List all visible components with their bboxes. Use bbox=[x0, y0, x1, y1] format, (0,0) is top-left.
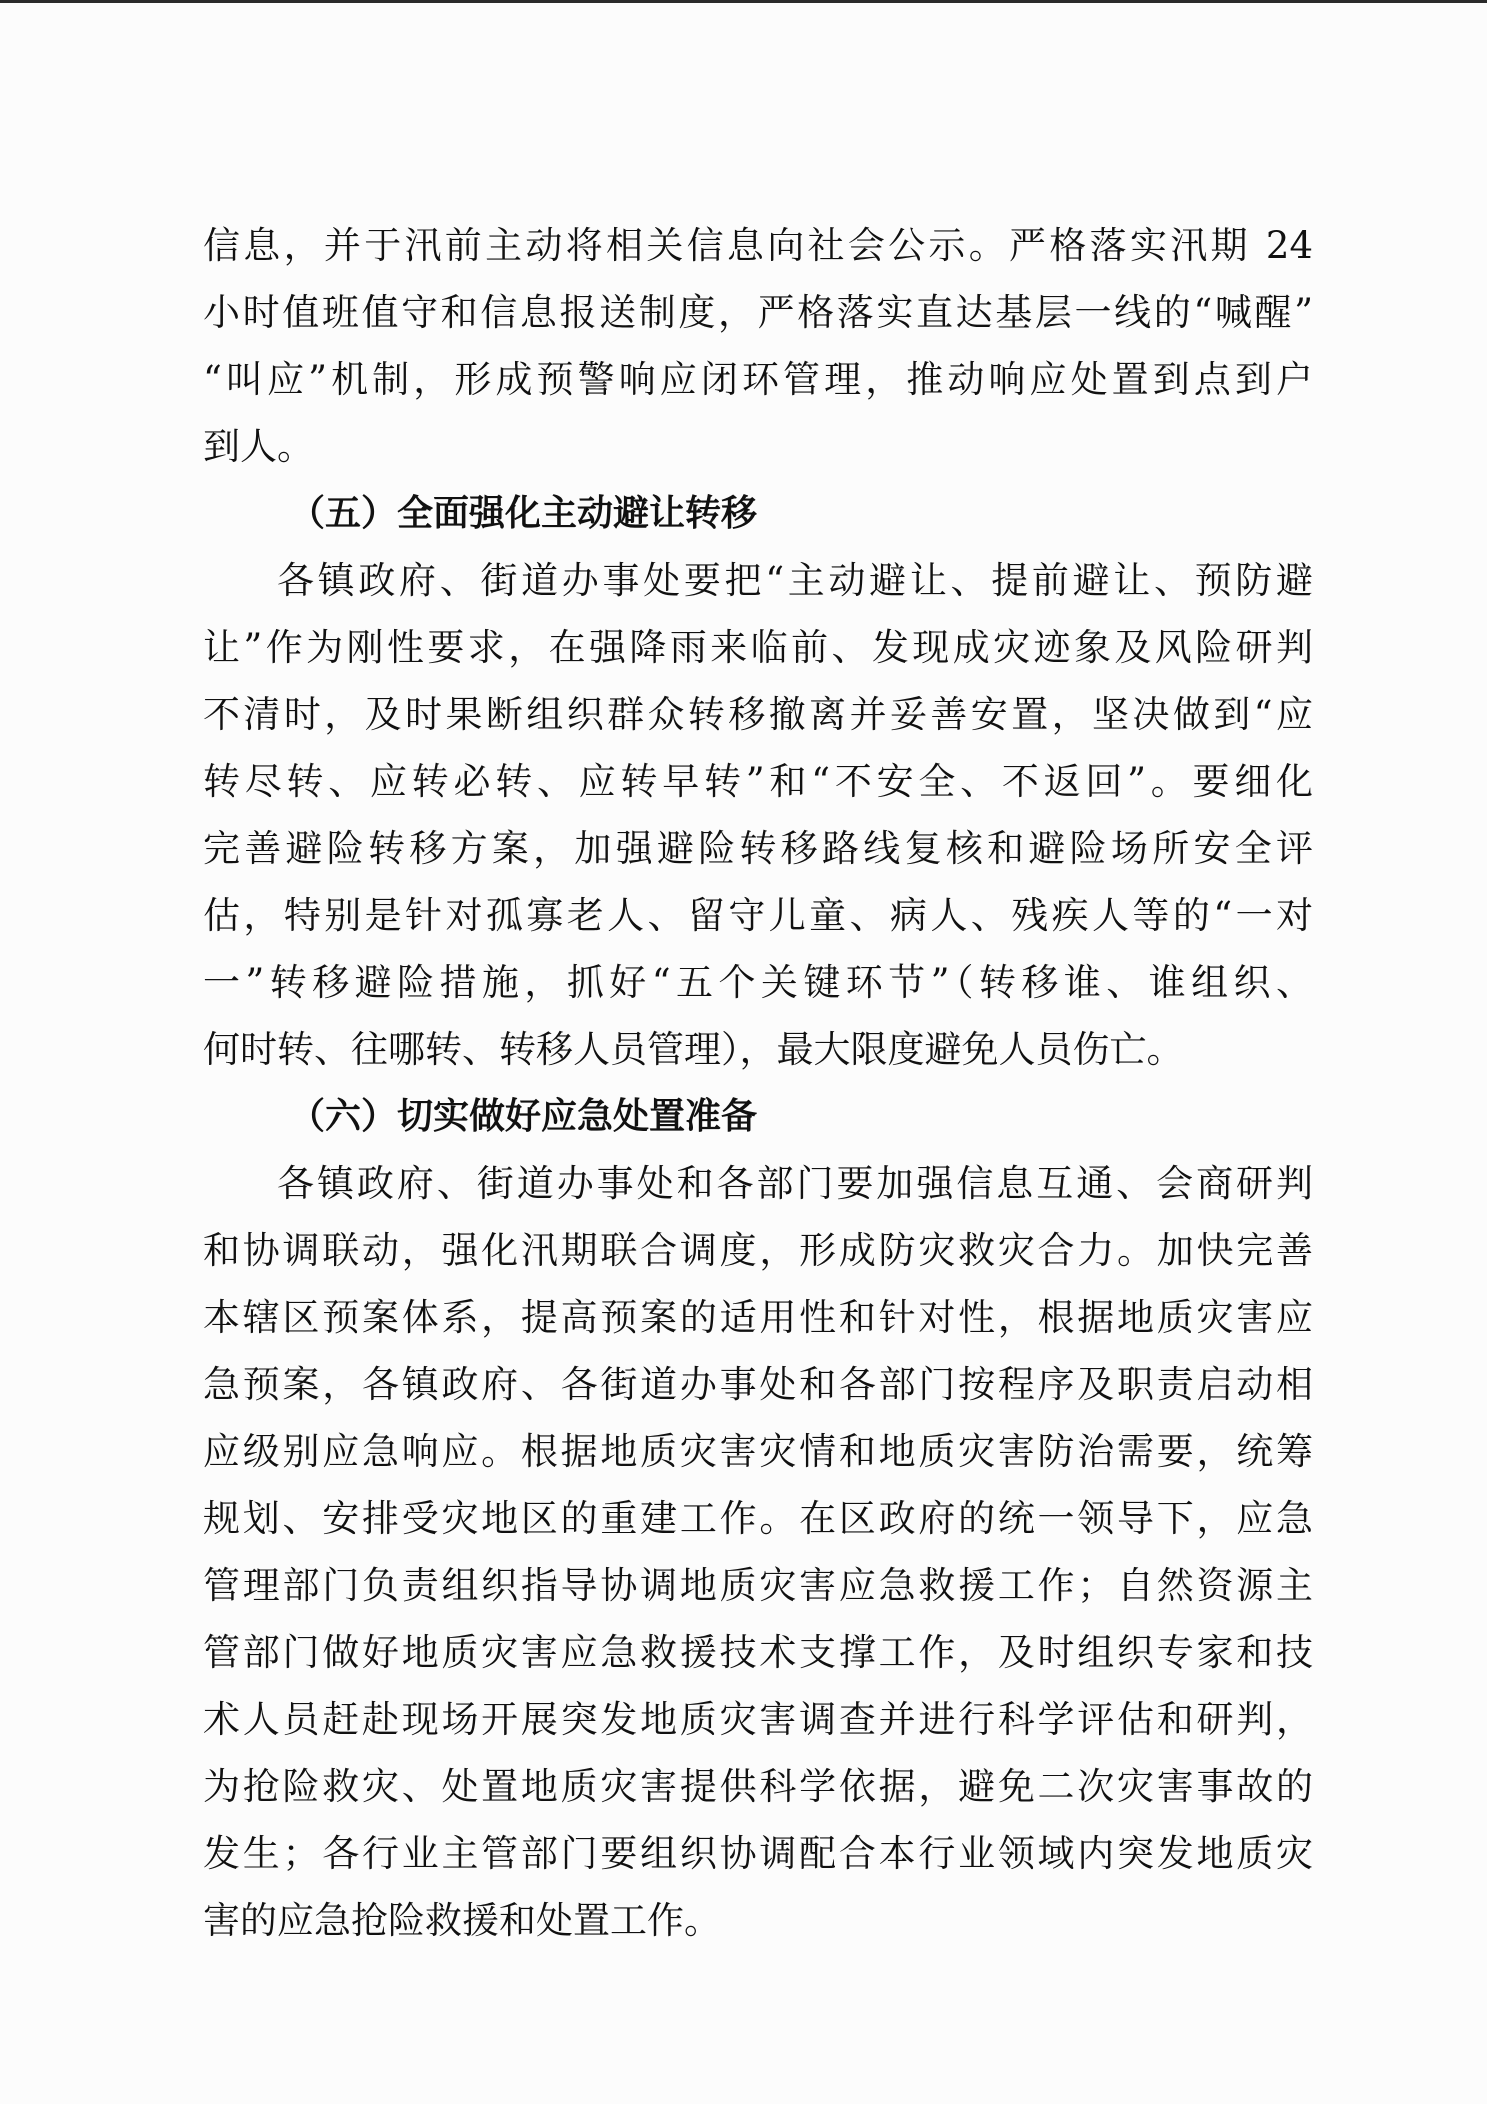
body-line: 和协调联动，强化汛期联合调度，形成防灾救灾合力。加快完善 bbox=[203, 1229, 1313, 1272]
body-line: 何时转、往哪转、转移人员管理），最大限度避免人员伤亡。 bbox=[203, 1028, 1184, 1071]
body-line: 不清时，及时果断组织群众转移撤离并妥善安置，坚决做到“应 bbox=[203, 693, 1313, 736]
body-line: 各镇政府、街道办事处要把“主动避让、提前避让、预防避 bbox=[277, 559, 1313, 602]
body-line: 信息，并于汛前主动将相关信息向社会公示。严格落实汛期 24 bbox=[203, 224, 1313, 267]
body-line: 转尽转、应转必转、应转早转”和“不安全、不返回”。要细化 bbox=[203, 760, 1313, 803]
body-line: 管理部门负责组织指导协调地质灾害应急救援工作；自然资源主 bbox=[203, 1564, 1313, 1607]
body-line: 一”转移避险措施，抓好“五个关键环节”（转移谁、谁组织、 bbox=[203, 961, 1313, 1004]
scan-top-edge bbox=[0, 0, 1487, 3]
body-line: 各镇政府、街道办事处和各部门要加强信息互通、会商研判 bbox=[277, 1162, 1313, 1205]
body-line: 估，特别是针对孤寡老人、留守儿童、病人、残疾人等的“一对 bbox=[203, 894, 1313, 937]
section-heading-6: （六）切实做好应急处置准备 bbox=[289, 1096, 758, 1137]
body-line: 到人。 bbox=[203, 425, 314, 468]
body-line: 为抢险救灾、处置地质灾害提供科学依据，避免二次灾害事故的 bbox=[203, 1765, 1313, 1808]
body-line: 急预案，各镇政府、各街道办事处和各部门按程序及职责启动相 bbox=[203, 1363, 1313, 1406]
section-heading-5: （五）全面强化主动避让转移 bbox=[289, 493, 758, 534]
body-line: 让”作为刚性要求，在强降雨来临前、发现成灾迹象及风险研判 bbox=[203, 626, 1313, 669]
body-line: 发生；各行业主管部门要组织协调配合本行业领域内突发地质灾 bbox=[203, 1832, 1313, 1875]
body-line: 规划、安排受灾地区的重建工作。在区政府的统一领导下，应急 bbox=[203, 1497, 1313, 1540]
body-line: 应级别应急响应。根据地质灾害灾情和地质灾害防治需要，统筹 bbox=[203, 1430, 1313, 1473]
body-line: 术人员赶赴现场开展突发地质灾害调查并进行科学评估和研判， bbox=[203, 1698, 1313, 1741]
body-line: “叫应”机制，形成预警响应闭环管理，推动响应处置到点到户 bbox=[203, 358, 1313, 401]
body-line: 完善避险转移方案，加强避险转移路线复核和避险场所安全评 bbox=[203, 827, 1313, 870]
body-line: 本辖区预案体系，提高预案的适用性和针对性，根据地质灾害应 bbox=[203, 1296, 1313, 1339]
body-line: 管部门做好地质灾害应急救援技术支撑工作，及时组织专家和技 bbox=[203, 1631, 1313, 1674]
document-body bbox=[203, 212, 1313, 1954]
body-line: 小时值班值守和信息报送制度，严格落实直达基层一线的“喊醒” bbox=[203, 291, 1313, 334]
body-line: 害的应急抢险救援和处置工作。 bbox=[203, 1899, 721, 1942]
